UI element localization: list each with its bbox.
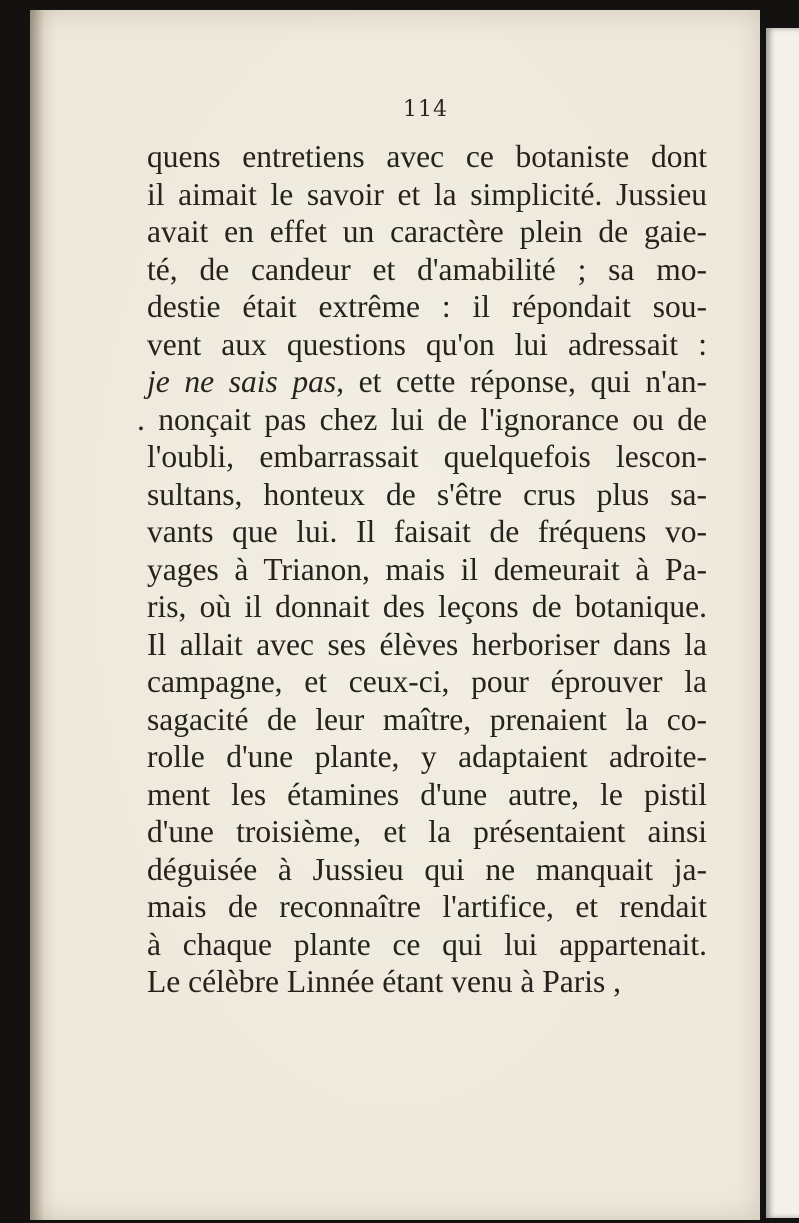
text-line-4: té, de candeur et d'amabilité ; sa mo- (147, 251, 707, 287)
text-line-14: Il allait avec ses élèves herboriser dans la (147, 626, 707, 662)
text-line-2: il aimait le savoir et la simplicité. Jussieu (147, 176, 707, 212)
text-line-15: campagne, et ceux-ci, pour éprouver la (147, 664, 707, 699)
text-line-23: Le célèbre Linnée étant venu à Paris , (147, 964, 622, 999)
text-line-20: déguisée à Jussieu qui ne manquait ja- (147, 851, 707, 887)
text-line-8: . nonçait pas chez lui de l'ignorance ou de (137, 401, 707, 437)
text-line-12: yages à Trianon, mais il demeurait à Pa- (147, 551, 707, 587)
text-line-6: vent aux questions qu'on lui adressait : (147, 326, 707, 362)
body-text (137, 138, 707, 1001)
italic-phrase: je ne sais pas, (147, 364, 344, 399)
text-line-1: quens entretiens avec ce botaniste dont (147, 139, 707, 174)
text-line-7 (147, 363, 707, 401)
text-line-19: d'une troisième, et la présentaient ainsi (147, 814, 707, 849)
text-line-17: rolle d'une plante, y adaptaient adroite- (147, 739, 707, 774)
text-line-22: à chaque plante ce qui lui appartenait. (147, 926, 707, 962)
gutter-shadow (30, 10, 44, 1220)
text-line-11: vants que lui. Il faisait de fréquens vo- (147, 514, 707, 549)
text-line-10: sultans, honteux de s'être crus plus sa- (147, 476, 707, 512)
text-line-13: ris, où il donnait des leçons de botanique. (147, 589, 707, 624)
page-number: 114 (403, 97, 448, 122)
text-line-7-rest: et cette réponse, qui n'an- (343, 364, 707, 399)
text-line-3: avait en effet un caractère plein de gaie- (147, 214, 707, 249)
text-line-21: mais de reconnaître l'artifice, et rendait (147, 889, 707, 924)
text-line-5: destie était extrême : il répondait sou- (147, 289, 707, 324)
text-line-16: sagacité de leur maître, prenaient la co- (147, 701, 707, 737)
text-line-9: l'oubli, embarrassait quelquefois lescon- (147, 439, 707, 474)
facing-page-edge (766, 28, 799, 1218)
text-line-18: ment les étamines d'une autre, le pistil (147, 776, 707, 812)
